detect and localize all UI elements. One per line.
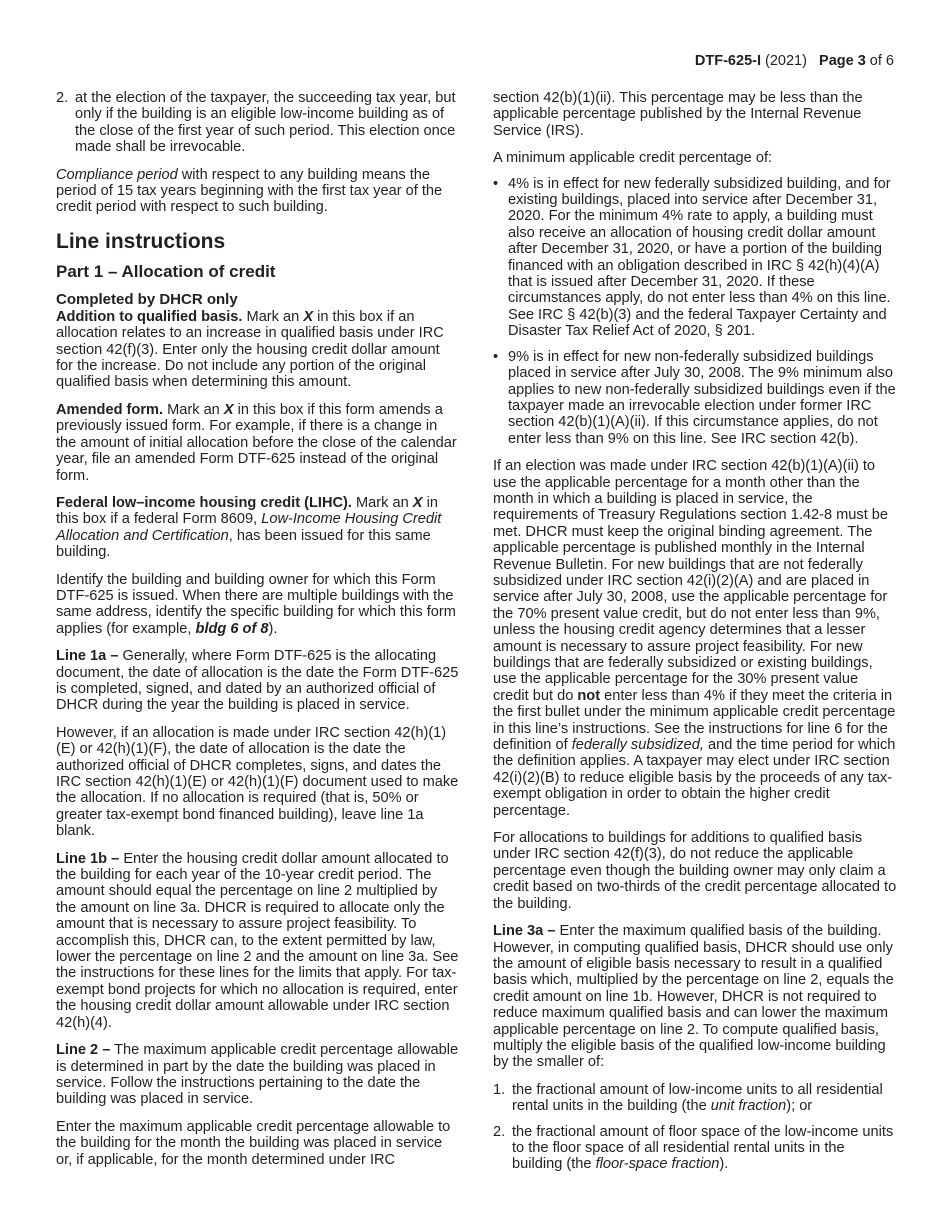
- line-2-paragraph: Line 2 – The maximum applicable credit percentage allowable is determined in part by the date the building was placed in service. Follow the instructions pertaining to the date the building was placed in service.: [56, 1042, 459, 1108]
- bullet-4-percent: • 4% is in effect for new federally subsidized building, and for existing buildings, placed into service after December 31, 2020. For the minimum 4% rate to apply, a building must also receive an allocation of housing credit dollar amount after December 31, 2020, or have a portion of the building financed with an obligation described in IRC § 42(h)(4)(A) that is issued after December 31, 2020. If these circumstances apply, do not enter less than 4% on this line. See IRC § 42(b)(3) and the federal Taxpayer Certainty and Disaster Tax Relief Act of 2020, § 201.: [493, 175, 891, 340]
- line-1b-paragraph: Line 1b – Enter the housing credit dollar amount allocated to the building for each year of the 10-year credit period. The amount should equal the percentage on line 2 multiplied by the amount on line 3a. DHCR is required to allocate only the amount that is necessary to assure project feasibility. To accomplish this, DHCR can, to the extent permitted by law, lower the percentage on line 2 and the amount on line 3a. See the instructions for these lines for the limits that apply. For tax-exempt bond projects for which no allocation is required, enter the housing credit dollar amount allowable under IRC section 42(h)(4).: [56, 850, 459, 1031]
- compliance-term: Compliance period: [56, 166, 178, 183]
- enter-paragraph: Enter the maximum applicable credit percentage allowable to the building for the month the building was placed in service or, if applicable, for the month determined under IRC: [56, 1118, 451, 1168]
- however-paragraph: However, if an allocation is made under IRC section 42(h)(1)(E) or 42(h)(1)(F), the date of allocation is the date the authorized official of DHCR completes, signs, and dates the IRC section 42(h)(1)(E) or 42(h)(1)(F) document used to make the allocation. If no allocation is required (that is, 50% or greater tax-exempt bond financed building), leave line 1a blank.: [56, 724, 459, 840]
- list-item-floor-space-fraction: 2. the fractional amount of floor space of the low-income units to the floor space of all residential rental units in the building (the floor-space fraction).: [493, 1123, 894, 1173]
- heading-part-1: Part 1 – Allocation of credit: [56, 261, 276, 281]
- bullet-mark: •: [493, 348, 499, 365]
- bullet-mark: •: [493, 175, 499, 192]
- list-item-2: [56, 90, 460, 156]
- list-number: 2.: [493, 1123, 506, 1140]
- heading-completed-by: Completed by DHCR only: [56, 290, 238, 308]
- federal-lihc-paragraph: Federal low–income housing credit (LIHC). Mark an X in this box if a federal Form 8609, Low-Income Housing Credit Allocation and Certification, has been issued for this same building.: [56, 494, 442, 561]
- page-total: of 6: [865, 53, 894, 69]
- compliance-period-paragraph: Compliance period with respect to any building means the period of 15 tax years beginning with the first tax year of the credit period with respect to such building.: [56, 166, 443, 216]
- identify-paragraph: Identify the building and building owner for which this Form DTF-625 is issued. When there are multiple buildings with the same address, identify the specific building for which this form applies (for example, bldg 6 of 8).: [56, 571, 456, 637]
- election-paragraph: If an election was made under IRC section 42(b)(1)(A)(ii) to use the applicable percentage for a month other than the month in which a building is placed in service, the requirements of Treasury Regulations section 1.42-8 must be met. DHCR must keep the original binding agreement. The applicable percentage is published monthly in the Internal Revenue Bulletin. For new buildings that are not federally subsidized under IRC section 42(i)(2)(A) and are placed in service after July 30, 2008, use the applicable percentage for the 70% present value credit, but do not enter less than 9%, unless the housing credit agency determines that a lesser amount is necessary to assure project feasibility. For new buildings that are federally subsidized or existing buildings, use the applicable percentage for the 30% present value credit but do not enter less than 4% if they meet the criteria in the first bullet under the minimum applicable credit percentage in this line’s instructions. See the instructions for line 6 for the definition of federally subsidized, and the time period for which the definition applies. A taxpayer may elect under IRC section 42(i)(2)(B) to reduce eligible basis by the proceeds of any tax-exempt obligation in order to obtain the higher credit percentage.: [493, 458, 896, 819]
- list-number: 2.: [56, 90, 69, 106]
- right-column: [493, 90, 897, 1184]
- minimum-paragraph: A minimum applicable credit percentage of:: [493, 150, 773, 167]
- page-header: [695, 53, 894, 69]
- form-year: (2021): [761, 53, 820, 69]
- form-id: DTF-625-I: [694, 53, 761, 69]
- addition-paragraph: Addition to qualified basis. Mark an X in this box if an allocation relates to an increase in qualified basis under IRC section 42(f)(3). Enter only the housing credit dollar amount for the increase. Do not include any portion of the original qualified basis when determining this amount.: [56, 308, 444, 391]
- heading-line-instructions: Line instructions: [56, 229, 226, 253]
- page-number: Page 3: [819, 53, 866, 69]
- list-number: 1.: [493, 1081, 506, 1098]
- section-paragraph: section 42(b)(1)(ii). This percentage may be less than the applicable percentage published by the Internal Revenue Service (IRS).: [493, 90, 863, 139]
- line-1a-paragraph: Line 1a – Generally, where Form DTF-625 is the allocating document, the date of allocation is the date the Form DTF-625 is completed, signed, and dated by an authorized official of DHCR during the year the building is placed in service.: [56, 648, 459, 714]
- list-text: at the election of the taxpayer, the succeeding tax year, but only if the building is an eligible low-income building as of the close of the first year of such period. This election once made shall be irrevocable.: [75, 90, 456, 156]
- left-column: [56, 90, 460, 1179]
- bullet-9-percent: • 9% is in effect for new non-federally subsidized buildings placed in service after July 30, 2008. The 9% minimum also applies to new non-federally subsidized buildings even if the taxpayer made an irrevocable election under former IRC section 42(b)(1)(A)(ii). If this circumstance applies, do not enter less than 9% on this line. See IRC section 42(b).: [493, 348, 896, 447]
- line-3a-paragraph: Line 3a – Enter the maximum qualified basis of the building. However, in computing qualified basis, DHCR should use only the amount of eligible basis necessary to result in a qualified basis which, multiplied by the percentage on line 2, equals the credit amount on line 1b. However, DHCR is not required to reduce maximum qualified basis and can lower the maximum applicable percentage on line 2. To compute qualified basis, multiply the eligible basis of the qualified low-income building by the smaller of:: [493, 923, 894, 1071]
- list-item-unit-fraction: 1. the fractional amount of low-income units to all residential rental units in the building (the unit fraction); or: [493, 1081, 883, 1115]
- amended-paragraph: Amended form. Mark an X in this box if this form amends a previously issued form. For example, if there is a change in the amount of initial allocation before the close of the calendar year, file an amended Form DTF-625 instead of the original form.: [56, 401, 457, 484]
- allocations-paragraph: For allocations to buildings for additions to qualified basis under IRC section 42(f)(3), do not reduce the applicable percentage even though the building owner may only claim a credit based on two-thirds of the credit percentage allocated to the building.: [493, 830, 897, 912]
